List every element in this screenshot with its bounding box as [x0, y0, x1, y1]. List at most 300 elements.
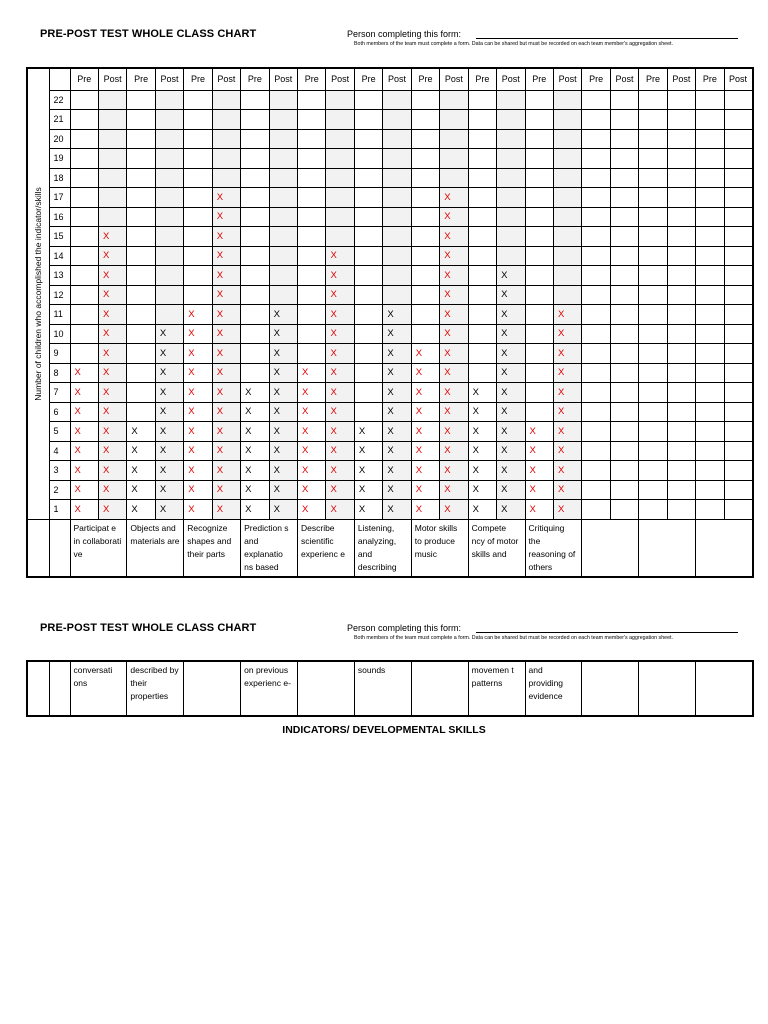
score-cell[interactable] — [440, 344, 468, 364]
score-cell[interactable] — [667, 402, 695, 422]
score-cell[interactable] — [354, 461, 382, 481]
score-cell[interactable] — [269, 461, 297, 481]
score-cell[interactable] — [127, 480, 155, 500]
score-cell[interactable] — [440, 227, 468, 247]
score-cell[interactable] — [383, 266, 411, 286]
score-cell[interactable] — [298, 246, 326, 266]
score-cell[interactable] — [98, 129, 126, 149]
score-cell[interactable] — [582, 402, 610, 422]
score-cell[interactable] — [553, 422, 581, 442]
score-cell[interactable] — [639, 90, 667, 110]
score-cell[interactable] — [70, 90, 98, 110]
score-cell[interactable] — [639, 129, 667, 149]
score-cell[interactable] — [639, 110, 667, 130]
score-cell[interactable] — [298, 305, 326, 325]
score-cell[interactable] — [411, 305, 439, 325]
score-cell[interactable] — [440, 500, 468, 520]
score-cell[interactable] — [155, 441, 183, 461]
score-cell[interactable] — [610, 422, 638, 442]
score-cell[interactable] — [525, 461, 553, 481]
score-cell[interactable] — [411, 344, 439, 364]
score-cell[interactable] — [582, 227, 610, 247]
score-cell[interactable] — [411, 110, 439, 130]
score-cell[interactable] — [553, 246, 581, 266]
score-cell[interactable] — [212, 285, 240, 305]
score-cell[interactable] — [553, 344, 581, 364]
score-cell[interactable] — [241, 188, 269, 208]
score-cell[interactable] — [639, 266, 667, 286]
score-cell[interactable] — [127, 461, 155, 481]
score-cell[interactable] — [582, 461, 610, 481]
score-cell[interactable] — [497, 305, 525, 325]
score-cell[interactable] — [696, 363, 724, 383]
score-cell[interactable] — [468, 383, 496, 403]
score-cell[interactable] — [298, 90, 326, 110]
score-cell[interactable] — [411, 383, 439, 403]
score-cell[interactable] — [724, 422, 752, 442]
score-cell[interactable] — [724, 383, 752, 403]
score-cell[interactable] — [639, 441, 667, 461]
score-cell[interactable] — [155, 480, 183, 500]
score-cell[interactable] — [184, 168, 212, 188]
score-cell[interactable] — [155, 188, 183, 208]
score-cell[interactable] — [212, 402, 240, 422]
score-cell[interactable] — [326, 110, 354, 130]
score-cell[interactable] — [468, 402, 496, 422]
score-cell[interactable] — [724, 110, 752, 130]
score-cell[interactable] — [241, 500, 269, 520]
score-cell[interactable] — [610, 344, 638, 364]
score-cell[interactable] — [298, 422, 326, 442]
score-cell[interactable] — [610, 441, 638, 461]
score-cell[interactable] — [155, 168, 183, 188]
score-cell[interactable] — [184, 149, 212, 169]
score-cell[interactable] — [497, 188, 525, 208]
score-cell[interactable] — [468, 344, 496, 364]
score-cell[interactable] — [212, 149, 240, 169]
score-cell[interactable] — [354, 422, 382, 442]
score-cell[interactable] — [326, 500, 354, 520]
score-cell[interactable] — [70, 305, 98, 325]
score-cell[interactable] — [212, 207, 240, 227]
score-cell[interactable] — [525, 266, 553, 286]
score-cell[interactable] — [497, 90, 525, 110]
score-cell[interactable] — [724, 480, 752, 500]
score-cell[interactable] — [582, 266, 610, 286]
score-cell[interactable] — [269, 266, 297, 286]
score-cell[interactable] — [298, 227, 326, 247]
score-cell[interactable] — [241, 168, 269, 188]
score-cell[interactable] — [639, 227, 667, 247]
score-cell[interactable] — [667, 266, 695, 286]
score-cell[interactable] — [639, 461, 667, 481]
score-cell[interactable] — [639, 363, 667, 383]
score-cell[interactable] — [497, 324, 525, 344]
score-cell[interactable] — [241, 266, 269, 286]
score-cell[interactable] — [70, 246, 98, 266]
score-cell[interactable] — [98, 461, 126, 481]
score-cell[interactable] — [553, 188, 581, 208]
score-cell[interactable] — [326, 207, 354, 227]
score-cell[interactable] — [411, 422, 439, 442]
score-cell[interactable] — [582, 285, 610, 305]
score-cell[interactable] — [155, 90, 183, 110]
score-cell[interactable] — [724, 363, 752, 383]
score-cell[interactable] — [241, 383, 269, 403]
score-cell[interactable] — [468, 324, 496, 344]
score-cell[interactable] — [383, 383, 411, 403]
score-cell[interactable] — [298, 344, 326, 364]
score-cell[interactable] — [724, 324, 752, 344]
score-cell[interactable] — [241, 305, 269, 325]
score-cell[interactable] — [184, 266, 212, 286]
score-cell[interactable] — [724, 441, 752, 461]
score-cell[interactable] — [98, 441, 126, 461]
score-cell[interactable] — [696, 480, 724, 500]
score-cell[interactable] — [667, 441, 695, 461]
score-cell[interactable] — [155, 383, 183, 403]
score-cell[interactable] — [212, 344, 240, 364]
score-cell[interactable] — [440, 324, 468, 344]
score-cell[interactable] — [70, 480, 98, 500]
score-cell[interactable] — [70, 461, 98, 481]
score-cell[interactable] — [696, 422, 724, 442]
score-cell[interactable] — [212, 480, 240, 500]
score-cell[interactable] — [212, 188, 240, 208]
score-cell[interactable] — [326, 266, 354, 286]
score-cell[interactable] — [155, 246, 183, 266]
score-cell[interactable] — [582, 324, 610, 344]
score-cell[interactable] — [127, 305, 155, 325]
score-cell[interactable] — [440, 149, 468, 169]
score-cell[interactable] — [440, 441, 468, 461]
score-cell[interactable] — [440, 402, 468, 422]
score-cell[interactable] — [468, 285, 496, 305]
score-cell[interactable] — [269, 149, 297, 169]
score-cell[interactable] — [667, 149, 695, 169]
score-cell[interactable] — [127, 90, 155, 110]
score-cell[interactable] — [98, 480, 126, 500]
score-cell[interactable] — [525, 402, 553, 422]
score-cell[interactable] — [326, 90, 354, 110]
score-cell[interactable] — [440, 188, 468, 208]
score-cell[interactable] — [98, 246, 126, 266]
score-cell[interactable] — [411, 402, 439, 422]
score-cell[interactable] — [582, 168, 610, 188]
score-cell[interactable] — [184, 500, 212, 520]
score-cell[interactable] — [411, 227, 439, 247]
score-cell[interactable] — [269, 383, 297, 403]
score-cell[interactable] — [639, 149, 667, 169]
score-cell[interactable] — [383, 480, 411, 500]
score-cell[interactable] — [383, 227, 411, 247]
score-cell[interactable] — [724, 207, 752, 227]
score-cell[interactable] — [667, 227, 695, 247]
score-cell[interactable] — [525, 129, 553, 149]
score-cell[interactable] — [70, 363, 98, 383]
score-cell[interactable] — [582, 246, 610, 266]
score-cell[interactable] — [70, 266, 98, 286]
score-cell[interactable] — [497, 383, 525, 403]
score-cell[interactable] — [184, 285, 212, 305]
score-cell[interactable] — [70, 422, 98, 442]
score-cell[interactable] — [553, 441, 581, 461]
score-cell[interactable] — [98, 207, 126, 227]
score-cell[interactable] — [241, 149, 269, 169]
score-cell[interactable] — [411, 285, 439, 305]
score-cell[interactable] — [468, 266, 496, 286]
score-cell[interactable] — [127, 422, 155, 442]
score-cell[interactable] — [127, 285, 155, 305]
score-cell[interactable] — [212, 129, 240, 149]
score-cell[interactable] — [411, 149, 439, 169]
score-cell[interactable] — [667, 500, 695, 520]
score-cell[interactable] — [383, 402, 411, 422]
score-cell[interactable] — [155, 422, 183, 442]
score-cell[interactable] — [667, 188, 695, 208]
score-cell[interactable] — [354, 110, 382, 130]
score-cell[interactable] — [610, 461, 638, 481]
score-cell[interactable] — [98, 383, 126, 403]
score-cell[interactable] — [155, 344, 183, 364]
score-cell[interactable] — [383, 188, 411, 208]
score-cell[interactable] — [70, 207, 98, 227]
score-cell[interactable] — [383, 90, 411, 110]
score-cell[interactable] — [184, 305, 212, 325]
score-cell[interactable] — [98, 285, 126, 305]
score-cell[interactable] — [383, 149, 411, 169]
score-cell[interactable] — [184, 90, 212, 110]
score-cell[interactable] — [639, 324, 667, 344]
score-cell[interactable] — [667, 422, 695, 442]
score-cell[interactable] — [525, 324, 553, 344]
score-cell[interactable] — [269, 402, 297, 422]
score-cell[interactable] — [298, 285, 326, 305]
score-cell[interactable] — [610, 129, 638, 149]
score-cell[interactable] — [98, 422, 126, 442]
score-cell[interactable] — [468, 90, 496, 110]
score-cell[interactable] — [127, 168, 155, 188]
score-cell[interactable] — [212, 110, 240, 130]
score-cell[interactable] — [298, 207, 326, 227]
score-cell[interactable] — [269, 344, 297, 364]
score-cell[interactable] — [696, 168, 724, 188]
score-cell[interactable] — [667, 285, 695, 305]
score-cell[interactable] — [155, 461, 183, 481]
score-cell[interactable] — [440, 168, 468, 188]
score-cell[interactable] — [212, 227, 240, 247]
score-cell[interactable] — [582, 441, 610, 461]
score-cell[interactable] — [354, 207, 382, 227]
score-cell[interactable] — [326, 383, 354, 403]
person-completing-line[interactable] — [476, 38, 738, 39]
score-cell[interactable] — [553, 305, 581, 325]
score-cell[interactable] — [184, 480, 212, 500]
score-cell[interactable] — [269, 110, 297, 130]
score-cell[interactable] — [383, 207, 411, 227]
score-cell[interactable] — [610, 383, 638, 403]
score-cell[interactable] — [326, 324, 354, 344]
score-cell[interactable] — [212, 461, 240, 481]
score-cell[interactable] — [724, 168, 752, 188]
score-cell[interactable] — [610, 227, 638, 247]
score-cell[interactable] — [468, 480, 496, 500]
score-cell[interactable] — [411, 168, 439, 188]
score-cell[interactable] — [696, 207, 724, 227]
score-cell[interactable] — [354, 285, 382, 305]
score-cell[interactable] — [241, 461, 269, 481]
score-cell[interactable] — [468, 129, 496, 149]
score-cell[interactable] — [298, 441, 326, 461]
score-cell[interactable] — [127, 227, 155, 247]
score-cell[interactable] — [724, 461, 752, 481]
score-cell[interactable] — [525, 227, 553, 247]
score-cell[interactable] — [553, 227, 581, 247]
score-cell[interactable] — [497, 110, 525, 130]
score-cell[interactable] — [610, 266, 638, 286]
score-cell[interactable] — [582, 383, 610, 403]
score-cell[interactable] — [696, 129, 724, 149]
score-cell[interactable] — [354, 480, 382, 500]
score-cell[interactable] — [383, 363, 411, 383]
score-cell[interactable] — [127, 129, 155, 149]
score-cell[interactable] — [98, 90, 126, 110]
score-cell[interactable] — [298, 168, 326, 188]
score-cell[interactable] — [127, 402, 155, 422]
score-cell[interactable] — [411, 363, 439, 383]
score-cell[interactable] — [696, 110, 724, 130]
score-cell[interactable] — [269, 207, 297, 227]
score-cell[interactable] — [212, 266, 240, 286]
score-cell[interactable] — [468, 110, 496, 130]
score-cell[interactable] — [696, 402, 724, 422]
score-cell[interactable] — [468, 461, 496, 481]
score-cell[interactable] — [354, 402, 382, 422]
score-cell[interactable] — [184, 129, 212, 149]
score-cell[interactable] — [696, 90, 724, 110]
score-cell[interactable] — [582, 129, 610, 149]
score-cell[interactable] — [269, 500, 297, 520]
score-cell[interactable] — [383, 324, 411, 344]
score-cell[interactable] — [326, 422, 354, 442]
score-cell[interactable] — [724, 149, 752, 169]
score-cell[interactable] — [525, 110, 553, 130]
score-cell[interactable] — [269, 168, 297, 188]
score-cell[interactable] — [610, 500, 638, 520]
score-cell[interactable] — [582, 422, 610, 442]
score-cell[interactable] — [411, 480, 439, 500]
score-cell[interactable] — [411, 461, 439, 481]
score-cell[interactable] — [70, 149, 98, 169]
score-cell[interactable] — [553, 402, 581, 422]
score-cell[interactable] — [553, 461, 581, 481]
score-cell[interactable] — [497, 402, 525, 422]
score-cell[interactable] — [298, 110, 326, 130]
score-cell[interactable] — [639, 246, 667, 266]
score-cell[interactable] — [610, 90, 638, 110]
score-cell[interactable] — [127, 110, 155, 130]
score-cell[interactable] — [155, 227, 183, 247]
score-cell[interactable] — [639, 188, 667, 208]
score-cell[interactable] — [696, 188, 724, 208]
score-cell[interactable] — [383, 441, 411, 461]
score-cell[interactable] — [212, 168, 240, 188]
score-cell[interactable] — [667, 207, 695, 227]
score-cell[interactable] — [383, 110, 411, 130]
score-cell[interactable] — [326, 227, 354, 247]
score-cell[interactable] — [582, 188, 610, 208]
score-cell[interactable] — [639, 207, 667, 227]
score-cell[interactable] — [582, 110, 610, 130]
score-cell[interactable] — [525, 500, 553, 520]
score-cell[interactable] — [326, 305, 354, 325]
score-cell[interactable] — [326, 344, 354, 364]
score-cell[interactable] — [411, 500, 439, 520]
score-cell[interactable] — [440, 363, 468, 383]
score-cell[interactable] — [553, 149, 581, 169]
score-cell[interactable] — [70, 383, 98, 403]
score-cell[interactable] — [127, 344, 155, 364]
score-cell[interactable] — [383, 246, 411, 266]
score-cell[interactable] — [440, 480, 468, 500]
score-cell[interactable] — [298, 383, 326, 403]
score-cell[interactable] — [184, 383, 212, 403]
score-cell[interactable] — [610, 149, 638, 169]
score-cell[interactable] — [212, 500, 240, 520]
score-cell[interactable] — [724, 285, 752, 305]
score-cell[interactable] — [212, 383, 240, 403]
score-cell[interactable] — [241, 324, 269, 344]
score-cell[interactable] — [354, 441, 382, 461]
score-cell[interactable] — [269, 227, 297, 247]
score-cell[interactable] — [241, 441, 269, 461]
score-cell[interactable] — [155, 110, 183, 130]
score-cell[interactable] — [468, 422, 496, 442]
score-cell[interactable] — [724, 90, 752, 110]
score-cell[interactable] — [298, 129, 326, 149]
score-cell[interactable] — [184, 246, 212, 266]
score-cell[interactable] — [354, 363, 382, 383]
score-cell[interactable] — [269, 324, 297, 344]
score-cell[interactable] — [525, 149, 553, 169]
score-cell[interactable] — [155, 305, 183, 325]
score-cell[interactable] — [127, 207, 155, 227]
score-cell[interactable] — [440, 266, 468, 286]
score-cell[interactable] — [212, 363, 240, 383]
score-cell[interactable] — [667, 90, 695, 110]
score-cell[interactable] — [212, 90, 240, 110]
score-cell[interactable] — [70, 285, 98, 305]
score-cell[interactable] — [525, 168, 553, 188]
score-cell[interactable] — [98, 344, 126, 364]
score-cell[interactable] — [127, 246, 155, 266]
score-cell[interactable] — [127, 500, 155, 520]
score-cell[interactable] — [155, 324, 183, 344]
score-cell[interactable] — [326, 285, 354, 305]
score-cell[interactable] — [724, 129, 752, 149]
score-cell[interactable] — [98, 266, 126, 286]
score-cell[interactable] — [383, 500, 411, 520]
score-cell[interactable] — [497, 441, 525, 461]
score-cell[interactable] — [155, 402, 183, 422]
score-cell[interactable] — [326, 363, 354, 383]
score-cell[interactable] — [354, 344, 382, 364]
score-cell[interactable] — [639, 402, 667, 422]
score-cell[interactable] — [269, 188, 297, 208]
score-cell[interactable] — [497, 129, 525, 149]
score-cell[interactable] — [70, 110, 98, 130]
score-cell[interactable] — [553, 168, 581, 188]
